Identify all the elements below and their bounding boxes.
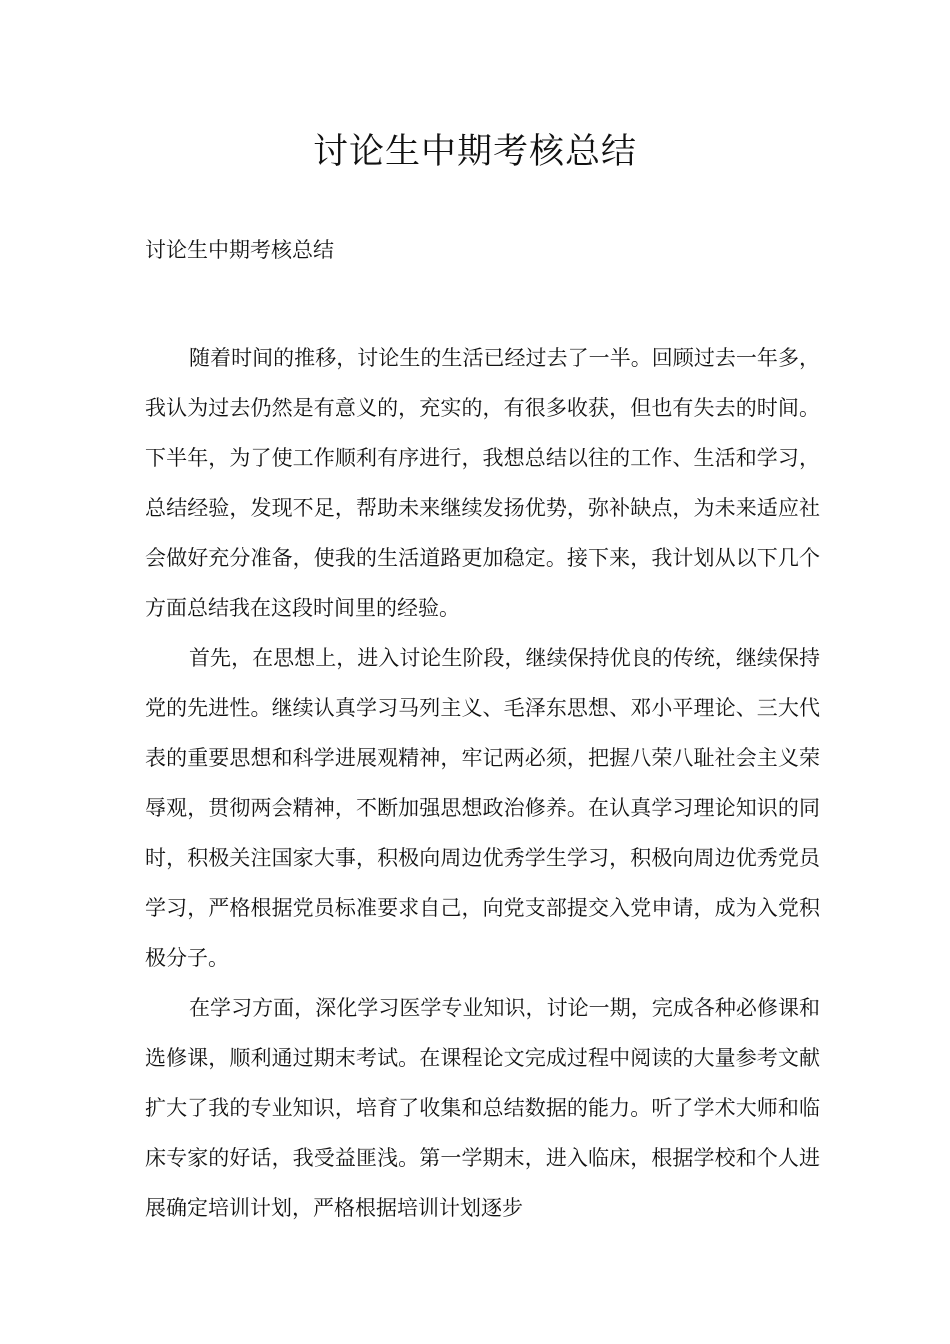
document-title: 讨论生中期考核总结	[312, 132, 637, 172]
document-body	[145, 333, 820, 1233]
paragraph-study: 在学习方面，深化学习医学专业知识，讨论一期，完成各种必修课和选修课，顺利通过期末考试。在课程论文完成过程中阅读的大量参考文献扩大了我的专业知识，培育了收集和总结数据的能力。听了学术大师和临床专家的好话，我受益匪浅。第一学期末，进入临床，根据学校和个人进展确定培训计划，严格根据培训计划逐步	[145, 996, 820, 1220]
document-subtitle: 讨论生中期考核总结	[145, 238, 334, 262]
paragraph-ideology: 首先，在思想上，进入讨论生阶段，继续保持优良的传统，继续保持党的先进性。继续认真学习马列主义、毛泽东思想、邓小平理论、三大代表的重要思想和科学进展观精神，牢记两必须，把握八荣八耻社会主义荣辱观，贯彻两会精神，不断加强思想政治修养。在认真学习理论知识的同时，积极关注国家大事，积极向周边优秀学生学习，积极向周边优秀党员学习，严格根据党员标准要求自己，向党支部提交入党申请，成为入党积极分子。	[145, 646, 820, 970]
paragraph-intro: 随着时间的推移，讨论生的生活已经过去了一半。回顾过去一年多，我认为过去仍然是有意义的，充实的，有很多收获，但也有失去的时间。下半年，为了使工作顺利有序进行，我想总结以往的工作、生活和学习，总结经验，发现不足，帮助未来继续发扬优势，弥补缺点，为未来适应社会做好充分准备，使我的生活道路更加稳定。接下来，我计划从以下几个方面总结我在这段时间里的经验。	[145, 346, 820, 620]
